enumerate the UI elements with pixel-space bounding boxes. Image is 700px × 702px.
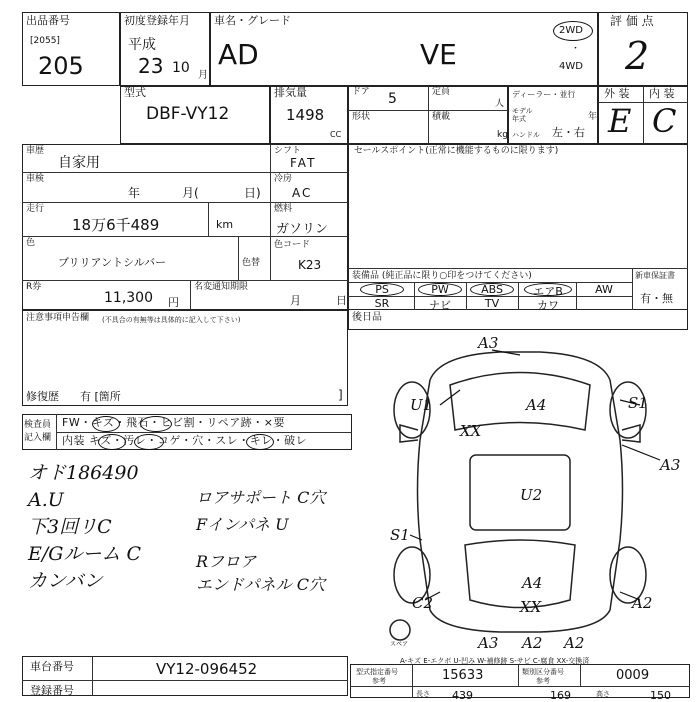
lot-label: 出品番号 <box>26 14 70 27</box>
mark-a3-top: A3 <box>478 334 499 352</box>
handle-value: 左・右 <box>552 126 585 139</box>
handwritten-left <box>28 460 208 595</box>
equip-navi: ナビ <box>429 299 451 312</box>
year-unit: 年 <box>588 112 598 122</box>
equip-sr: SR <box>374 297 390 310</box>
grade-divider <box>643 86 644 144</box>
handle-label: ハンドル <box>512 131 540 139</box>
drive-4wd: 4WD <box>559 61 583 72</box>
mark-s1-left: S1 <box>390 526 410 544</box>
cooler-label: 冷房 <box>274 174 293 184</box>
model-label: 型式 <box>124 86 146 99</box>
capacity-label: 定員 <box>432 87 451 97</box>
inspector-row-2: 内装 キズ・汚レ・コゲ・穴・スレ・キレ・破レ <box>62 434 308 447</box>
equip-abs: ABS <box>481 283 503 296</box>
equip-airbag: エアB <box>533 285 563 298</box>
model-designation-label: 型式指定番号 <box>356 668 398 676</box>
notes-label: 注意事項申告欄 <box>26 313 90 323</box>
inspection-month: 月( <box>182 186 199 200</box>
class-value: 0009 <box>616 668 650 683</box>
cc-unit: CC <box>330 130 342 139</box>
note-r-floor: Rフロア <box>196 552 257 571</box>
mark-s1-right: S1 <box>628 394 648 412</box>
car-name-label: 車名・グレード <box>214 14 291 27</box>
sales-point-label: セールスポイント(正常に機能するものに限ります) <box>354 146 559 156</box>
reg-year: 23 <box>138 54 164 78</box>
class-label: 類別区分番号 <box>522 668 564 676</box>
equip-leather: カワ <box>537 299 559 312</box>
score-value: 2 <box>625 34 650 78</box>
recycle-label: R券 <box>26 282 42 292</box>
shift-value: FAT <box>290 156 317 170</box>
equip-ps: PS <box>375 283 389 296</box>
length-value: 439 <box>452 689 473 702</box>
mark-u2: U2 <box>520 486 543 504</box>
person-unit: 人 <box>495 99 505 109</box>
equip-aw: AW <box>595 283 613 296</box>
displacement-value: 1498 <box>286 106 325 124</box>
door-value: 5 <box>388 91 397 107</box>
lot-number: 205 <box>38 52 84 80</box>
grade: VE <box>420 38 457 71</box>
inspector-row-1: FW・キズ・飛石・ヒビ割・リペア跡・×要 <box>62 416 285 429</box>
equip-tv: TV <box>484 297 500 310</box>
mark-a2-bottom-1: A2 <box>522 634 543 650</box>
reg-month: 10 <box>172 60 190 76</box>
color-label: 色 <box>26 238 36 248</box>
color-code-label: 色コード <box>274 240 311 250</box>
inspector-label-2: 記入欄 <box>24 433 52 443</box>
month-unit: 月 <box>198 70 208 81</box>
lot-code: [2055] <box>30 36 60 46</box>
era: 平成 <box>128 37 156 53</box>
class-note: 参考 <box>536 677 550 685</box>
recycle-value: 11,300 <box>104 290 153 306</box>
mark-a2-bottom-2: A2 <box>564 634 585 650</box>
car-name: AD <box>218 38 259 71</box>
interior-label: 内 装 <box>649 87 675 100</box>
displacement-label: 排気量 <box>274 86 307 99</box>
height-value: 150 <box>650 689 671 702</box>
warranty-value: 有・無 <box>640 292 673 305</box>
mark-a4-rear: A4 <box>522 574 543 592</box>
history-label: 車歴 <box>26 146 45 156</box>
model-value: DBF-VY12 <box>146 104 230 124</box>
transfer-label: 名変通知期限 <box>194 282 249 292</box>
transfer-day: 日 <box>336 294 347 307</box>
note-odo: オド186490 <box>28 462 139 484</box>
chassis-value: VY12-096452 <box>156 660 258 678</box>
load-label: 積載 <box>432 112 451 122</box>
equipment-label: 装備品 (純正品に限り○印をつけてください) <box>352 271 532 281</box>
exterior-grade: E <box>608 102 632 140</box>
height-label: 高さ <box>596 690 610 698</box>
chassis-label: 車台番号 <box>30 660 74 673</box>
mileage-label: 走行 <box>26 204 45 214</box>
mark-xx-front: XX <box>460 422 482 440</box>
reg-label: 登録番号 <box>30 684 74 697</box>
rear-items-box <box>348 310 688 330</box>
repair-label: 修復歴 <box>26 390 59 403</box>
mark-u1: U1 <box>410 396 433 414</box>
shape-label: 形状 <box>352 112 371 122</box>
rear-items-label: 後日品 <box>352 312 382 323</box>
note-au: A.U <box>28 489 64 511</box>
note-end-panel: エンドパネル C穴 <box>196 575 326 594</box>
kg-unit: kg <box>497 130 508 140</box>
color-change-label: 色替 <box>242 258 261 268</box>
first-reg-label: 初度登録年月 <box>124 14 190 27</box>
model-designation-note: 参考 <box>372 677 386 685</box>
spare-label: スペア <box>390 641 409 648</box>
warranty-label: 新車保証書 <box>635 271 675 280</box>
interior-grade: C <box>652 102 677 140</box>
mileage-value: 18万6千489 <box>72 216 160 234</box>
length-label: 長さ <box>416 690 430 698</box>
legend: A-キズ E-エクボ U-凹み W-補修跡 S-サビ C-腐食 XX-交換済 <box>400 657 590 665</box>
mark-a4-hood: A4 <box>526 396 547 414</box>
repair-value: 有 [箇所 <box>80 390 121 403</box>
mark-a3-bottom: A3 <box>478 634 499 650</box>
km-unit: km <box>216 218 234 231</box>
history-value: 自家用 <box>58 155 100 171</box>
transfer-month: 月 <box>290 294 301 307</box>
inspection-day: 日) <box>244 186 261 200</box>
fuel-value: ガソリン <box>276 222 329 237</box>
notes-sub: (不具合の有無等は具体的に記入して下さい) <box>102 316 241 324</box>
inspector-label-1: 検査員 <box>24 420 52 430</box>
model-designation-value: 15633 <box>442 668 484 683</box>
inspection-label: 車検 <box>26 174 45 184</box>
note-lower: 下3回リC <box>28 516 112 538</box>
mark-a3-right: A3 <box>660 456 681 474</box>
door-vdivider <box>428 86 429 144</box>
handwritten-right <box>196 484 366 595</box>
mark-c2: C2 <box>412 594 434 612</box>
color-code-value: K23 <box>298 258 322 272</box>
color-value: ブリリアントシルバー <box>58 256 167 269</box>
inspection-year: 年 <box>128 186 141 200</box>
drive-2wd: 2WD <box>559 25 583 36</box>
mark-a2-right: A2 <box>632 594 653 612</box>
width-value: 169 <box>550 689 571 702</box>
door-label: ドア <box>352 87 370 97</box>
mark-xx-rear: XX <box>520 598 542 616</box>
shift-label: シフト <box>274 146 302 156</box>
dealer-label: ディーラー・並行 <box>512 90 576 99</box>
fuel-label: 燃料 <box>274 204 293 214</box>
note-engine-room: E/Gルーム C <box>28 543 142 565</box>
note-lower-support: ロアサポート C穴 <box>196 488 326 507</box>
score-label: 評 価 点 <box>610 14 654 28</box>
note-f-panel: Fインパネ U <box>196 515 289 534</box>
yen-unit: 円 <box>168 296 179 309</box>
model-year-label-2: 年式 <box>512 115 526 123</box>
exterior-label: 外 装 <box>604 87 630 100</box>
note-kanban: カンバン <box>28 570 103 592</box>
cooler-value: AC <box>292 186 313 200</box>
model-year-label-1: モデル <box>512 107 533 115</box>
equip-pw: PW <box>431 283 449 296</box>
repair-close: ] <box>338 388 343 402</box>
drive-dot: ・ <box>571 44 581 54</box>
car-diagram <box>370 330 690 650</box>
